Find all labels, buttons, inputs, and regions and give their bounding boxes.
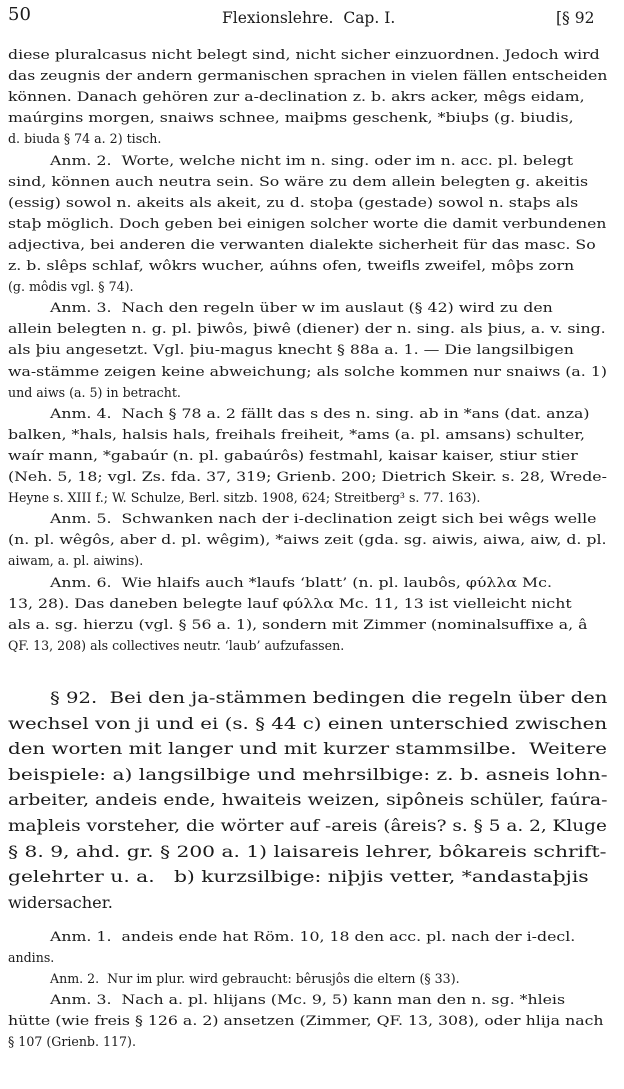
text-line: wa-stämme zeigen keine abweichung; als solche kommen nur snaiws (a. 1) (8, 363, 607, 379)
text-line: Anm. 6. Wie hlaifs auch *laufs ‘blatt’ (n. pl. laubôs, φύλλα Mc. (50, 574, 552, 590)
text-line: das zeugnis der andern germanischen sprachen in vielen fällen entscheiden (8, 68, 608, 84)
text-line: 13, 28). Das daneben belegte lauf φύλλα Mc. 11, 13 ist vielleicht nicht (8, 595, 572, 611)
text-line: balken, *hals, halsis hals, freihals freiheit, *ams (a. pl. amsans) schulter, (8, 426, 586, 442)
text-line: gelehrter u. a. b) kurzsilbige: niþjis vetter, *andastaþjis (8, 867, 589, 887)
running-title: Flexionslehre. Cap. I. (222, 9, 396, 27)
text-line: waír mann, *gabaúr (n. pl. gabaúrôs) festmahl, kaisar kaiser, stiur stier (8, 447, 578, 463)
text-line: Anm. 2. Worte, welche nicht im n. sing. oder im n. acc. pl. belegt (50, 152, 574, 168)
text-line: diese pluralcasus nicht belegt sind, nicht sicher einzuordnen. Jedoch wird (8, 47, 600, 62)
text-line: aiwam, a. pl. aiwins). (8, 553, 144, 569)
text-line: Anm. 4. Nach § 78 a. 2 fällt das s des n. sing. ab in *ans (dat. anza) (50, 405, 590, 421)
text-line: staþ möglich. Doch geben bei einigen solcher worte die damit verbundenen (8, 215, 607, 231)
text-line: Anm. 2. Nur im plur. wird gebraucht: bêrusjôs die eltern (§ 33). (50, 971, 460, 986)
text-line: Anm. 1. andeis ende hat Röm. 10, 18 den acc. pl. nach der i-decl. (50, 929, 576, 944)
text-line: widersacher. (8, 892, 113, 912)
text-line: Heyne s. XIII f.; W. Schulze, Berl. sitzb. 1908, 624; Streitberg³ s. 77. 163). (8, 490, 481, 506)
text-line: sind, können auch neutra sein. So wäre zu dem allein belegten g. akeitis (8, 173, 589, 189)
text-line: (essig) sowol n. akeits als akeit, zu d. stoþa (gestade) sowol n. staþs als (8, 194, 579, 210)
text-line: adjectiva, bei anderen die verwanten dialekte sicherheit für das masc. So (8, 236, 596, 252)
text-line: wechsel von ji und ei (s. § 44 c) einen unterschied zwischen (8, 713, 608, 733)
text-line: d. biuda § 74 a. 2) tisch. (8, 131, 162, 147)
text-line: (g. môdis vgl. § 74). (8, 279, 134, 295)
text-line: § 107 (Grienb. 117). (8, 1034, 136, 1049)
text-line: als a. sg. hierzu (vgl. § 56 a. 1), sondern mit Zimmer (nominalsuffixe a, â (8, 616, 588, 632)
text-line: § 92. Bei den ja-stämmen bedingen die regeln über den (50, 688, 608, 707)
text-line: hütte (wie freis § 126 a. 2) ansetzen (Zimmer, QF. 13, 308), oder hlija nach (8, 1013, 604, 1028)
text-line: andins. (8, 950, 55, 965)
text-line: Anm. 5. Schwanken nach der i-declination zeigt sich bei wêgs welle (50, 511, 597, 527)
text-line: beispiele: a) langsilbige und mehrsilbige: z. b. asneis lohn- (8, 764, 608, 784)
text-line: maþleis vorsteher, die wörter auf -areis (âreis? s. § 5 a. 2, Kluge (8, 816, 607, 835)
text-line: arbeiter, andeis ende, hwaiteis weizen, sipôneis schüler, faúra- (8, 790, 608, 810)
text-line: allein belegten n. g. pl. þiwôs, þiwê (diener) der n. sing. als þius, a. v. sing. (8, 321, 606, 337)
text-line: Anm. 3. Nach den regeln über w im auslaut (§ 42) wird zu den (50, 300, 553, 316)
text-line: den worten mit langer und mit kurzer stammsilbe. Weitere (8, 739, 607, 759)
text-line: als þiu angesetzt. Vgl. þiu-magus knecht § 88a a. 1. — Die langsilbigen (8, 342, 574, 358)
section-mark: [§ 92 (556, 9, 595, 27)
text-line: können. Danach gehören zur a-declination z. b. akrs acker, mêgs eidam, (8, 89, 585, 105)
text-line: maúrgins morgen, snaiws schnee, maiþms geschenk, *biuþs (g. biudis, (8, 110, 574, 126)
text-line: Anm. 3. Nach a. pl. hlijans (Mc. 9, 5) kann man den n. sg. *hleis (50, 992, 566, 1007)
text-line: (Neh. 5, 18; vgl. Zs. fda. 37, 319; Grienb. 200; Dietrich Skeir. s. 28, Wrede- (8, 469, 607, 484)
text-line: und aiws (a. 5) in betracht. (8, 384, 181, 400)
text-line: z. b. slêps schlaf, wôkrs wucher, aúhns ofen, tweifls zweifel, môþs zorn (8, 258, 575, 273)
text-line: QF. 13, 208) als collectives neutr. ‘laub’ aufzufassen. (8, 637, 345, 653)
text-line: § 8. 9, ahd. gr. § 200 a. 1) laisareis lehrer, bôkareis schrift- (8, 841, 607, 861)
page-number: 50 (8, 4, 31, 25)
text-line: (n. pl. wêgôs, aber d. pl. wêgim), *aiws zeit (gda. sg. aiwis, aiwa, aiw, d. pl. (8, 532, 607, 548)
